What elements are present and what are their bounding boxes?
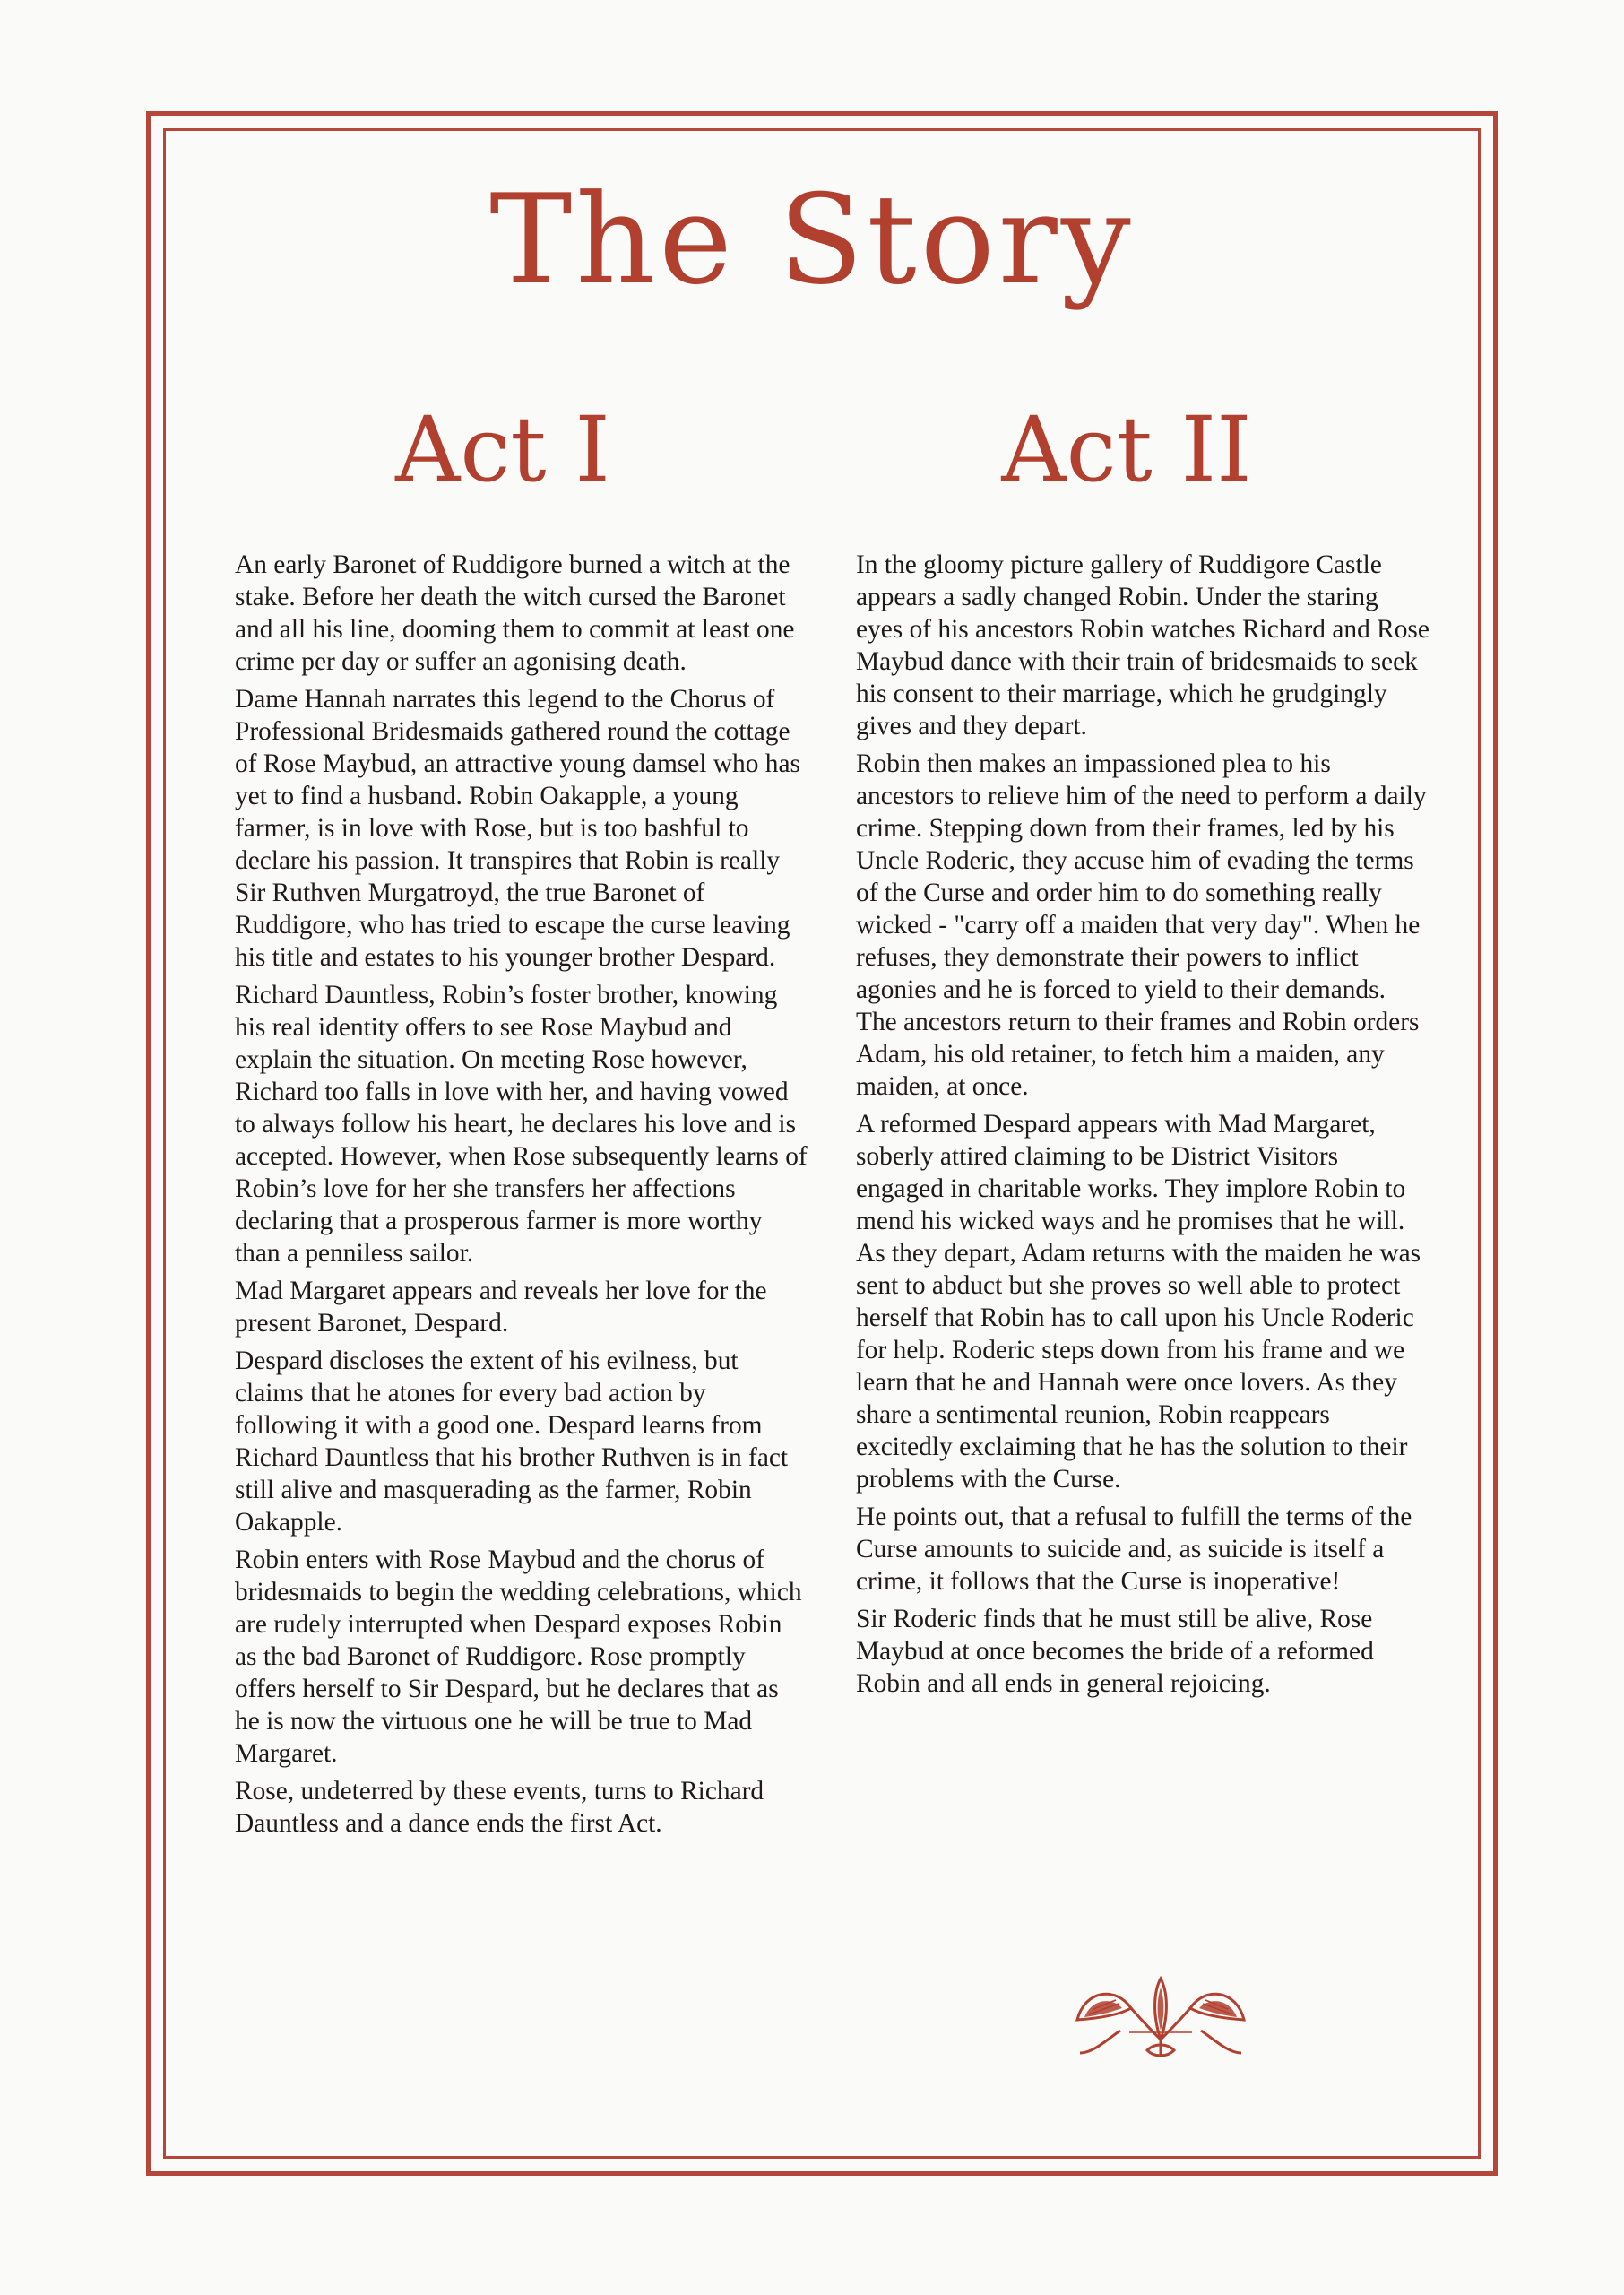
act-two-paragraph: A reformed Despard appears with Mad Margaret, soberly attired claiming to be District Visitors engaged in charitable works. They implore Robin to mend his wicked ways and he promises that he will. As they depart, Adam returns with the maiden he was sent to abduct but she proves so well able to protect herself that Robin has to call upon his Uncle Roderic for help. Roderic steps down from his frame and we learn that he and Hannah were once lovers. As they share a sentimental reunion, Robin reappears excitedly exclaiming that he has the solution to their problems with the Curse. [856, 1110, 1421, 1494]
act-one-paragraph: Robin enters with Rose Maybud and the chorus of bridesmaids to begin the wedding celebrations, which are rudely interrupted when Despard exposes Robin as the bad Baronet of Ruddigore. Rose promptly offers herself to Sir Despard, but he declares that as he is now the virtuous one he will be true to Mad Margaret. [235, 1546, 802, 1768]
act-one-paragraph: Despard discloses the extent of his evilness, but claims that he atones for every bad action by following it with a good one. Despard learns from Richard Dauntless that his brother Ruthven is in fact still alive and masquerading as the farmer, Robin Oakapple. [235, 1347, 789, 1537]
floral-ornament-icon [1067, 1968, 1255, 2066]
act-two-paragraph: In the gloomy picture gallery of Ruddigore Castle appears a sadly changed Robin. Under the staring eyes of his ancestors Robin watches Richard and Rose Maybud dance with their train of bridesmaids to seek his consent to their marriage, which he grudgingly gives and they depart. [856, 550, 1430, 740]
act-one-paragraph: Richard Dauntless, Robin’s foster brother, knowing his real identity offers to see Rose Maybud and explain the situation. On meeting Rose however, Richard too falls in love with her, and having vowed to always follow his heart, he declares his love and is accepted. However, when Rose subsequently learns of Robin’s love for her she transfers her affections declaring that a prosperous farmer is more worthy than a penniless sailor. [235, 981, 808, 1268]
act-two-paragraph: Robin then makes an impassioned plea to his ancestors to relieve him of the need to perform a daily crime. Stepping down from their frames, led by his Uncle Roderic, they accuse him of evading the terms of the Curse and order him to do something really wicked - "carry off a maiden that very day". When he refuses, they demonstrate their powers to inflict agonies and he is forced to yield to their demands. The ancestors return to their frames and Robin orders Adam, his old retainer, to fetch him a maiden, any maiden, at once. [856, 749, 1427, 1101]
act-one-paragraph: Rose, undeterred by these events, turns to Richard Dauntless and a dance ends the first Act. [235, 1777, 764, 1838]
act-one-text [235, 549, 808, 1845]
act-one-paragraph: An early Baronet of Ruddigore burned a witch at the stake. Before her death the witch cursed the Baronet and all his line, dooming them to commit at least one crime per day or suffer an agonising death. [235, 550, 795, 676]
act-two-paragraph: Sir Roderic finds that he must still be alive, Rose Maybud at once becomes the bride of a reformed Robin and all ends in general rejoicing. [856, 1605, 1374, 1698]
act-one-heading: Act I [395, 397, 610, 502]
act-two-heading: Act II [1001, 397, 1252, 502]
page-title: The Story [489, 168, 1135, 312]
act-one-paragraph: Dame Hannah narrates this legend to the Chorus of Professional Bridesmaids gathered round the cottage of Rose Maybud, an attractive young damsel who has yet to find a husband. Robin Oakapple, a young farmer, is in love with Rose, but is too bashful to declare his passion. It transpires that Robin is really Sir Ruthven Murgatroyd, the true Baronet of Ruddigore, who has tried to escape the curse leaving his title and estates to his younger brother Despard. [235, 685, 800, 972]
act-one-paragraph: Mad Margaret appears and reveals her love for the present Baronet, Despard. [235, 1277, 767, 1338]
act-two-paragraph: He points out, that a refusal to fulfill the terms of the Curse amounts to suicide and, as suicide is itself a crime, it follows that the Curse is inoperative! [856, 1503, 1412, 1596]
act-two-text [856, 549, 1430, 1705]
